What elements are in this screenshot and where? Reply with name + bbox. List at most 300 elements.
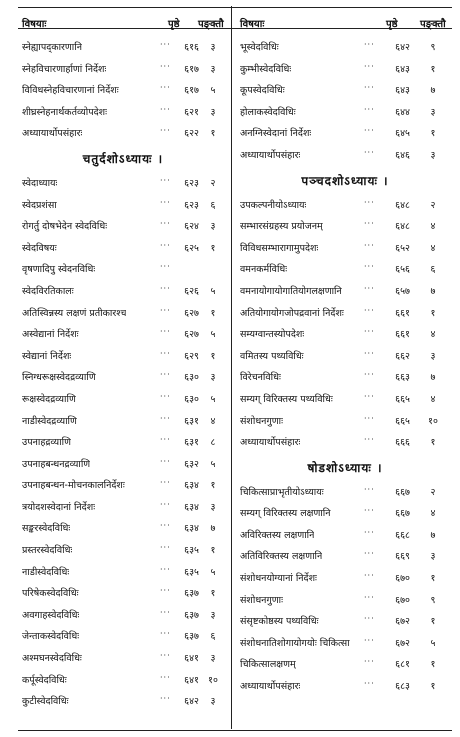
toc-entry (236, 388, 454, 410)
leader-dots: ··· (160, 499, 171, 509)
entry-line: ३ (430, 350, 436, 362)
toc-entry (236, 610, 454, 632)
entry-page: ६२९ (184, 350, 199, 362)
toc-entry (18, 690, 228, 712)
toc-entry (236, 653, 454, 675)
entry-page: ६८१ (395, 659, 410, 671)
entry-page: ६४२ (184, 696, 199, 708)
toc-entry (18, 561, 228, 583)
entry-line: ६ (210, 199, 216, 211)
toc-entry (18, 237, 228, 259)
toc-entry (18, 79, 228, 101)
leader-dots: ··· (364, 83, 375, 93)
entry-title: भूस्वेदविधिः (240, 42, 279, 53)
entry-page: ६६१ (395, 307, 410, 319)
entry-title: अध्यायार्थोपसंहारः (240, 149, 301, 161)
entry-title: कूपस्वेदविधिः (240, 85, 285, 97)
leader-dots: ··· (160, 629, 171, 639)
entry-title: वृषणादिपु स्वेदनविधिः (22, 264, 96, 276)
entry-page: ६२७ (184, 307, 199, 319)
entry-title: स्वेदविषयः (22, 242, 57, 254)
entry-line: ७ (210, 523, 216, 535)
entry-line: ३ (210, 501, 216, 513)
entry-title: अनग्निस्वेदानां निर्देशः (240, 128, 312, 140)
leader-dots: ··· (364, 527, 375, 537)
entry-title: अध्यायार्थोपसंहारः (240, 437, 301, 449)
entry-title: संशोधनगुणाः (240, 594, 284, 606)
toc-entry (18, 474, 228, 496)
entry-title: संशोधनातिशोगायोगयोः चिकित्सा (240, 637, 350, 649)
entry-title: सम्भारसंग्रहस्य प्रयोजनम् (240, 221, 323, 233)
leader-dots: ··· (160, 586, 171, 596)
entry-title: अस्वेद्यानां निर्देशः (22, 329, 79, 341)
entry-title: सम्यग् विरिक्तस्य पथ्यविधिः (240, 393, 333, 405)
right-column (236, 10, 454, 697)
toc-entry (236, 632, 454, 654)
entry-title: स्नेहविचारणार्हाणां निर्देशः (22, 63, 107, 75)
toc-entry (18, 496, 228, 518)
toc-entry (236, 502, 454, 524)
leader-dots: ··· (364, 391, 375, 401)
entry-title: अतिविरिक्तस्य लक्षणानि (240, 551, 323, 563)
leader-dots: ··· (364, 61, 375, 71)
entry-page: ६५२ (395, 242, 410, 254)
entry-title: स्नेह्यापद्कारणानि (22, 42, 82, 53)
entry-line: ५ (210, 393, 216, 405)
entry-page: ६२६ (184, 285, 199, 297)
entry-page: ६४८ (395, 221, 410, 233)
toc-entry (18, 582, 228, 604)
entry-page: ६७० (395, 594, 410, 606)
entry-line: १ (430, 573, 436, 585)
entry-line: ४ (430, 393, 436, 405)
toc-entry (18, 215, 228, 237)
header-subject: विषयाः (22, 19, 47, 30)
entry-title: विविधस्नेहविचारणानां निर्देशः (22, 85, 119, 97)
toc-entry (236, 194, 454, 216)
leader-dots: ··· (364, 679, 375, 689)
toc-entry (236, 675, 454, 697)
leader-dots: ··· (160, 456, 171, 466)
leader-dots: ··· (160, 283, 171, 293)
toc-entry (236, 524, 454, 546)
entry-line: १० (208, 674, 218, 686)
entry-title: उपनाहबन्धनद्रव्याणि (22, 458, 91, 470)
entry-line: २ (430, 486, 436, 498)
entry-line: ५ (210, 285, 216, 297)
entry-line: १ (210, 545, 216, 557)
entry-page: ६४४ (395, 106, 410, 118)
leader-dots: ··· (160, 262, 171, 272)
entry-title: विविधसम्भारागामुपदेशः (240, 242, 319, 254)
leader-dots: ··· (364, 506, 375, 516)
toc-entry (18, 36, 228, 58)
entry-page: ६३७ (184, 631, 199, 643)
leader-dots: ··· (364, 484, 375, 494)
entry-page: ६६१ (395, 329, 410, 341)
leader-dots: ··· (160, 83, 171, 93)
entry-line: ३ (430, 551, 436, 563)
entry-line: ६ (210, 631, 216, 643)
entry-title: त्रयोदशस्वेदानां निर्देशः (22, 501, 96, 513)
leader-dots: ··· (160, 435, 171, 445)
entry-title: वमनायोगायोगातियोगलक्षणानि (240, 285, 342, 297)
toc-entry (236, 302, 454, 324)
leader-dots: ··· (364, 126, 375, 136)
leader-dots: ··· (364, 283, 375, 293)
toc-entry (18, 101, 228, 123)
entry-line: ५ (210, 566, 216, 578)
entry-title: रूक्षस्वेदद्रव्याणि (22, 393, 76, 405)
entry-page: ६६२ (395, 350, 410, 362)
leader-dots: ··· (160, 175, 171, 185)
entry-title: कुटीस्वेदविधिः (22, 696, 69, 708)
toc-entry (236, 79, 454, 101)
entry-page: ६४१ (184, 653, 199, 665)
entry-title: अश्मघनस्वेदविधिः (22, 653, 82, 665)
entry-page: ६३७ (184, 588, 199, 600)
entry-page: ६३० (184, 372, 199, 384)
entry-line: १० (428, 415, 438, 427)
leader-dots: ··· (364, 549, 375, 559)
leader-dots: ··· (160, 543, 171, 553)
entry-title: स्वेदप्रशंसा (22, 199, 57, 211)
entry-page: ६२२ (184, 128, 199, 140)
entry-page: ६६३ (395, 372, 410, 384)
leader-dots: ··· (364, 40, 375, 49)
entry-page: ६१७ (184, 85, 199, 97)
toc-entry (18, 58, 228, 80)
entry-page: ६३४ (184, 501, 199, 513)
leader-dots: ··· (160, 305, 171, 315)
entry-page: ६८३ (395, 681, 410, 693)
entry-line: १ (430, 616, 436, 628)
entry-line: १ (210, 588, 216, 600)
leader-dots: ··· (160, 348, 171, 358)
entry-line: १ (210, 480, 216, 492)
entry-page: ६५६ (395, 264, 410, 276)
leader-dots: ··· (160, 61, 171, 71)
leader-dots: ··· (160, 672, 171, 682)
entry-page: ६४२ (395, 42, 410, 53)
entry-line: ३ (210, 696, 216, 708)
table-of-contents-page (4, 4, 456, 733)
entry-page: ६४५ (395, 128, 410, 140)
leader-dots: ··· (364, 370, 375, 380)
toc-entry (236, 36, 454, 58)
leader-dots: ··· (160, 478, 171, 488)
toc-entry (236, 144, 454, 166)
entry-page: ६३० (184, 393, 199, 405)
toc-entry (236, 366, 454, 388)
entry-title: अविरिक्तस्य लक्षणानि (240, 529, 315, 541)
toc-entry (236, 101, 454, 123)
header-page: पृष्ठे (168, 19, 180, 30)
column-divider (231, 6, 232, 729)
entry-page: ६६७ (395, 486, 410, 498)
entry-page: ६६६ (395, 437, 410, 449)
entry-title: उपनाहद्रव्याणि (22, 437, 71, 449)
entry-title: संसृष्टकोष्ठस्य पथ्यविधिः (240, 616, 319, 628)
leader-dots: ··· (160, 219, 171, 229)
entry-title: सम्यग् विरिक्तस्य लक्षणानि (240, 508, 331, 520)
right-section2-list (236, 481, 454, 697)
entry-title: वमनकर्मविधिः (240, 264, 288, 276)
entry-line: ९ (430, 594, 436, 606)
entry-line: ७ (430, 372, 436, 384)
entry-title: उपकल्पनीयोऽध्यायः (240, 199, 307, 211)
entry-page: ६२३ (184, 199, 199, 211)
toc-entry (18, 345, 228, 367)
toc-entry (18, 669, 228, 691)
entry-page: ६७२ (395, 637, 410, 649)
entry-title: संशोधनयोग्यानां निर्देशः (240, 573, 317, 585)
entry-line: ८ (210, 437, 216, 449)
leader-dots: ··· (160, 327, 171, 337)
entry-title: सम्यग्वान्तस्योपदेशः (240, 329, 305, 341)
bottom-rule (18, 730, 452, 731)
leader-dots: ··· (160, 564, 171, 574)
left-top-list (18, 36, 228, 144)
leader-dots: ··· (364, 614, 375, 624)
entry-line: ४ (430, 242, 436, 254)
toc-entry (18, 323, 228, 345)
entry-page: ६३१ (184, 415, 199, 427)
entry-page: ६३४ (184, 480, 199, 492)
leader-dots: ··· (160, 104, 171, 114)
toc-entry (18, 539, 228, 561)
entry-line: १ (210, 128, 216, 140)
entry-page: ६३२ (184, 458, 199, 470)
entry-title: चिकित्सालक्षणम् (240, 659, 296, 671)
toc-entry (236, 567, 454, 589)
entry-title: अध्यायार्थोपसंहारः (22, 128, 83, 140)
entry-page: ६४३ (395, 85, 410, 97)
entry-line: ३ (210, 221, 216, 233)
toc-entry (18, 258, 228, 280)
leader-dots: ··· (364, 413, 375, 423)
leader-dots: ··· (160, 40, 171, 49)
entry-title: अध्यायार्थोपसंहारः (240, 681, 301, 693)
leader-dots: ··· (160, 694, 171, 704)
entry-line: १ (430, 63, 436, 75)
toc-entry (236, 410, 454, 432)
toc-entry (236, 589, 454, 611)
leader-dots: ··· (364, 348, 375, 358)
entry-page: ६१६ (184, 42, 199, 53)
section-heading-14 (18, 144, 228, 172)
entry-title: नाडीस्वेदद्रव्याणि (22, 415, 77, 427)
left-section-list (18, 172, 228, 712)
entry-page: ६३५ (184, 545, 199, 557)
toc-entry (236, 122, 454, 144)
entry-page: ६६७ (395, 508, 410, 520)
entry-line: १ (430, 128, 436, 140)
entry-line: ३ (430, 149, 436, 161)
entry-line: २ (210, 177, 216, 189)
entry-page: ६२७ (184, 329, 199, 341)
leader-dots: ··· (160, 521, 171, 531)
entry-page: ६२१ (184, 106, 199, 118)
entry-line: ५ (210, 329, 216, 341)
entry-page: ६७२ (395, 616, 410, 628)
toc-entry (18, 194, 228, 216)
entry-title: अतियोगायोगजोपद्रवानां निर्देशः (240, 307, 344, 319)
entry-line: १ (210, 242, 216, 254)
leader-dots: ··· (364, 305, 375, 315)
toc-entry (18, 280, 228, 302)
toc-entry (18, 366, 228, 388)
leader-dots: ··· (160, 413, 171, 423)
entry-title: स्निग्धरूक्षस्वेदद्रव्याणि (22, 372, 96, 384)
toc-entry (18, 410, 228, 432)
right-header (236, 10, 454, 36)
entry-line: ३ (210, 42, 216, 53)
entry-page: ६१७ (184, 63, 199, 75)
entry-line: ३ (210, 106, 216, 118)
entry-page: ६७० (395, 573, 410, 585)
entry-line: ३ (210, 63, 216, 75)
entry-title: रोगर्तु दोषभेदेन स्वेदविधिः (22, 221, 108, 233)
entry-page: ६२४ (184, 221, 199, 233)
toc-entry (18, 122, 228, 144)
section-heading-16 (236, 453, 454, 481)
section-title: पञ्चदशोऽध्यायः । (301, 173, 389, 188)
leader-dots: ··· (364, 104, 375, 114)
toc-entry (236, 215, 454, 237)
entry-page: ६३१ (184, 437, 199, 449)
leader-dots: ··· (364, 571, 375, 581)
section-heading-15 (236, 166, 454, 194)
toc-entry (236, 481, 454, 503)
entry-line: १ (430, 681, 436, 693)
entry-title: अवगाहस्वेदविधिः (22, 609, 80, 621)
leader-dots: ··· (160, 240, 171, 250)
leader-dots: ··· (364, 592, 375, 602)
leader-dots: ··· (364, 197, 375, 207)
entry-title: जेन्ताकस्वेदविधिः (22, 631, 80, 643)
entry-title: चिकित्साप्राभृतीयोऽध्यायः (240, 486, 324, 498)
entry-title: उपनाहबन्धन-मोचनकालनिर्देशः (22, 480, 125, 492)
leader-dots: ··· (364, 219, 375, 229)
leader-dots: ··· (160, 126, 171, 136)
entry-page: ६३७ (184, 609, 199, 621)
entry-title: सङ्करस्वेदविधिः (22, 523, 71, 535)
entry-line: ६ (430, 264, 436, 276)
entry-title: प्रस्तरस्वेदविधिः (22, 545, 73, 557)
toc-entry (236, 431, 454, 453)
top-rule (18, 7, 452, 8)
toc-entry (18, 172, 228, 194)
entry-title: संशोधनगुणाः (240, 415, 284, 427)
left-column (18, 10, 228, 712)
entry-line: ३ (210, 609, 216, 621)
toc-entry (18, 625, 228, 647)
entry-title: शीघ्रस्नेहनार्थकर्तव्योपदेशः (22, 106, 108, 118)
entry-line: ५ (430, 637, 436, 649)
section-title: चतुर्दशोऽध्यायः । (82, 151, 164, 166)
toc-entry (236, 280, 454, 302)
toc-entry (236, 237, 454, 259)
leader-dots: ··· (364, 147, 375, 157)
leader-dots: ··· (160, 370, 171, 380)
toc-entry (18, 453, 228, 475)
header-line: पङ्क्तौ (198, 19, 224, 30)
entry-title: परिषेकस्वेदविधिः (22, 588, 79, 600)
leader-dots: ··· (364, 657, 375, 667)
entry-page: ६४६ (395, 149, 410, 161)
leader-dots: ··· (364, 635, 375, 645)
entry-page: ६६८ (395, 529, 410, 541)
leader-dots: ··· (364, 240, 375, 250)
entry-page: ६२३ (184, 177, 199, 189)
entry-title: कर्पूस्वेदविधिः (22, 674, 67, 686)
section-title: षोडशोऽध्यायः । (307, 460, 383, 475)
entry-page: ६५७ (395, 285, 410, 297)
entry-line: १ (430, 659, 436, 671)
toc-entry (236, 58, 454, 80)
toc-entry (18, 604, 228, 626)
leader-dots: ··· (160, 197, 171, 207)
entry-title: वमितस्य पथ्यविधिः (240, 350, 304, 362)
entry-title: अतिस्विन्नस्य लक्षणं प्रतीकारश्च (22, 307, 127, 319)
entry-page: ६४३ (395, 63, 410, 75)
toc-entry (236, 258, 454, 280)
entry-line: २ (430, 199, 436, 211)
entry-title: स्वेद्यानां निर्देशः (22, 350, 72, 362)
toc-entry (18, 647, 228, 669)
entry-line: ५ (210, 85, 216, 97)
header-page: पृष्ठे (386, 19, 398, 30)
leader-dots: ··· (364, 327, 375, 337)
entry-line: ७ (430, 529, 436, 541)
toc-entry (18, 388, 228, 410)
entry-line: १ (210, 307, 216, 319)
leader-dots: ··· (160, 391, 171, 401)
entry-title: कुम्भीस्वेदविधिः (240, 63, 292, 75)
header-subject: विषयाः (240, 19, 265, 30)
entry-line: ४ (210, 415, 216, 427)
leader-dots: ··· (160, 607, 171, 617)
leader-dots: ··· (364, 262, 375, 272)
entry-page: ६६५ (395, 393, 410, 405)
toc-entry (18, 302, 228, 324)
entry-page: ६६९ (395, 551, 410, 563)
toc-entry (236, 345, 454, 367)
entry-title: होलाकस्वेदविधिः (240, 106, 296, 118)
entry-line: १ (210, 350, 216, 362)
leader-dots: ··· (160, 651, 171, 661)
entry-title: स्वेदाध्यायः (22, 177, 58, 189)
entry-title: विरेचनविधिः (240, 372, 281, 384)
toc-entry (236, 323, 454, 345)
entry-page: ६३५ (184, 566, 199, 578)
entry-line: ३ (430, 106, 436, 118)
right-top-list (236, 36, 454, 166)
entry-line: १ (430, 307, 436, 319)
entry-title: स्वेदविरतिकालः (22, 285, 74, 297)
entry-page: ६४८ (395, 199, 410, 211)
entry-line: ४ (430, 329, 436, 341)
entry-line: ७ (430, 85, 436, 97)
entry-line: ९ (430, 42, 436, 53)
entry-line: ३ (210, 372, 216, 384)
right-section1-list (236, 194, 454, 453)
entry-title: नाडीस्वेदविधिः (22, 566, 70, 578)
entry-page: ६३४ (184, 523, 199, 535)
toc-entry (18, 431, 228, 453)
entry-page: ६२५ (184, 242, 199, 254)
